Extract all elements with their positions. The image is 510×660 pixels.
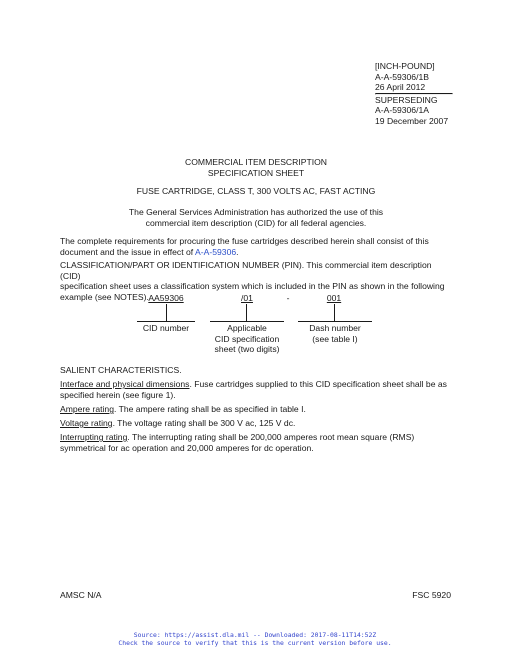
amsc-label: AMSC N/A <box>60 590 102 600</box>
salient-heading: SALIENT CHARACTERISTICS. <box>60 365 182 375</box>
pin-rule-2 <box>210 321 284 322</box>
pin-connector-3 <box>334 304 335 321</box>
source-notice <box>0 631 510 648</box>
pin-dash-number: 001 <box>326 293 342 303</box>
ampere-title: Ampere rating <box>60 404 114 414</box>
pin-connector-1 <box>166 304 167 321</box>
title-line-2: SPECIFICATION SHEET <box>207 167 305 178</box>
interface-line-1 <box>60 379 452 390</box>
pin-label-spec-sheet <box>202 323 292 355</box>
title-line-1: COMMERCIAL ITEM DESCRIPTION <box>185 157 327 167</box>
pin-label-dash-number <box>292 323 378 344</box>
source-line-2: Check the source to verify that this is the current version before use. <box>118 639 392 648</box>
requirements-line-1: The complete requirements for procuring the fuse cartridges described herein shall consist of this <box>60 236 429 246</box>
superseded-id: A-A-59306/1A <box>375 105 429 116</box>
pin-label-dash-line-2: (see table I) <box>312 333 358 344</box>
inch-pound-label: [INCH-POUND] <box>375 61 435 71</box>
ampere-text: . The ampere rating shall be as specified in table I. <box>113 404 306 414</box>
pin-cid-number: AA59306 <box>148 293 184 303</box>
document-subject: FUSE CARTRIDGE, CLASS T, 300 VOLTS AC, FAST ACTING <box>136 186 376 196</box>
classification-line-3: example (see NOTES). <box>60 292 149 303</box>
document-id: A-A-59306/1B <box>375 71 429 82</box>
pin-label-spec-line-2: CID specification <box>214 333 280 344</box>
pin-label-dash-line-1: Dash number <box>309 323 361 333</box>
interrupting-line-1 <box>60 432 452 443</box>
pin-label-spec-line-3: sheet (two digits) <box>214 344 280 355</box>
voltage-paragraph <box>60 418 452 429</box>
fsc-label: FSC 5920 <box>412 590 451 600</box>
interface-text: . Fuse cartridges supplied to this CID specification sheet shall be as <box>189 379 447 389</box>
pin-label-cid: CID number <box>142 323 190 333</box>
classification-line-2: specification sheet uses a classification system which is included in the PIN as shown in the following <box>60 281 445 292</box>
interface-title: Interface and physical dimensions <box>60 379 190 389</box>
interrupting-line-2: symmetrical for ac operation and 20,000 amperes for dc operation. <box>60 442 314 453</box>
pin-spec-sheet: /01 <box>241 293 253 303</box>
document-date: 26 April 2012 <box>375 82 426 93</box>
a-a-59306-link[interactable]: A-A-59306 <box>195 246 237 257</box>
pin-label-spec-line-1: Applicable <box>227 323 267 333</box>
interrupting-paragraph <box>60 432 452 453</box>
ampere-paragraph <box>60 404 452 415</box>
pin-dash: - <box>286 293 290 303</box>
source-line-1: Source: https://assist.dla.mil -- Downloaded: 2017-08-11T14:52Z <box>133 631 377 639</box>
requirements-text: document and the issue in effect of <box>60 246 196 257</box>
interrupting-text: . The interrupting rating shall be 200,000 amperes root mean square (RMS) <box>127 432 415 442</box>
pin-rule-3 <box>298 321 372 322</box>
classification-line-1: CLASSIFICATION/PART OR IDENTIFICATION NUMBER (PIN). This commercial item description (CID) <box>60 260 432 281</box>
voltage-title: Voltage rating <box>60 418 113 428</box>
requirements-period: . <box>236 246 239 257</box>
voltage-text: . The voltage rating shall be 300 V ac, 125 V dc. <box>112 418 296 428</box>
superseding-label: SUPERSEDING <box>375 94 438 105</box>
interface-paragraph <box>60 379 452 400</box>
pin-rule-1 <box>137 321 195 322</box>
authorization-line-1: The General Services Administration has authorized the use of this <box>128 207 384 217</box>
superseded-date: 19 December 2007 <box>375 115 449 126</box>
interrupting-title: Interrupting rating <box>60 432 128 442</box>
interface-line-2: specified herein (see figure 1). <box>60 389 176 400</box>
voltage-line <box>60 418 452 429</box>
pin-connector-2 <box>246 304 247 321</box>
authorization-line-2: commercial item description (CID) for all federal agencies. <box>145 217 367 228</box>
ampere-line <box>60 404 452 415</box>
